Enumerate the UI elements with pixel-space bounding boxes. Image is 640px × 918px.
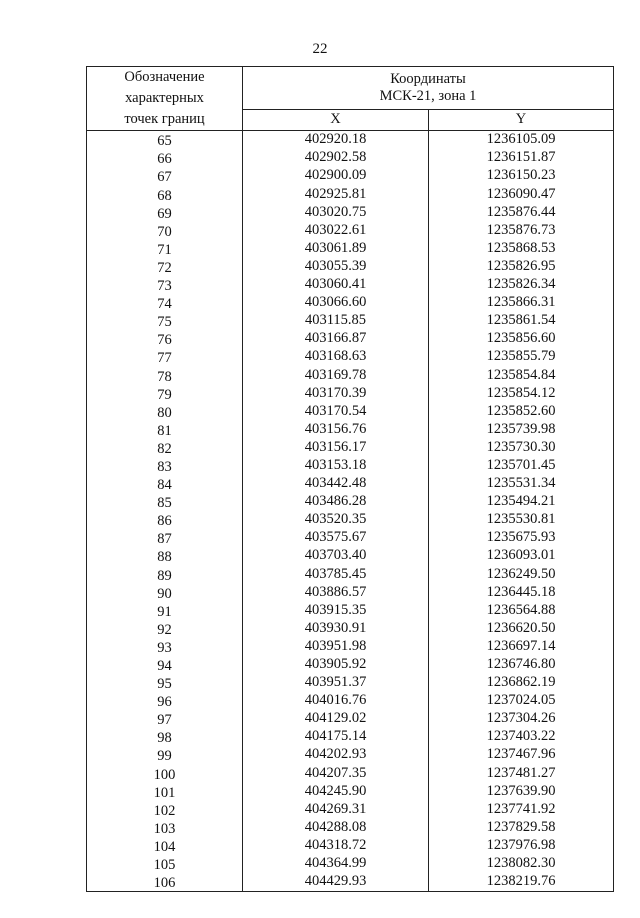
point-number-cell: 104 <box>87 837 243 855</box>
x-coordinate-cell: 403486.28 <box>243 493 429 511</box>
table-row <box>87 837 614 855</box>
point-number-cell: 98 <box>87 728 243 746</box>
point-number-cell: 66 <box>87 149 243 167</box>
x-coordinate-cell: 403905.92 <box>243 656 429 674</box>
table-row <box>87 276 614 294</box>
table-row <box>87 728 614 746</box>
x-coordinate-cell: 404207.35 <box>243 764 429 782</box>
point-number-cell: 80 <box>87 402 243 420</box>
x-coordinate-cell: 404269.31 <box>243 800 429 818</box>
x-coordinate-cell: 403575.67 <box>243 529 429 547</box>
x-coordinate-cell: 403066.60 <box>243 294 429 312</box>
table-row <box>87 764 614 782</box>
y-coordinate-cell: 1237976.98 <box>429 837 614 855</box>
table-row <box>87 149 614 167</box>
point-number-cell: 83 <box>87 457 243 475</box>
point-number-cell: 94 <box>87 656 243 674</box>
x-coordinate-cell: 403168.63 <box>243 348 429 366</box>
point-number-cell: 65 <box>87 131 243 150</box>
y-coordinate-cell: 1238219.76 <box>429 873 614 892</box>
header-coordinates-line: Координаты <box>390 70 466 87</box>
point-number-cell: 102 <box>87 800 243 818</box>
y-coordinate-cell: 1235852.60 <box>429 402 614 420</box>
coordinates-table <box>86 66 614 892</box>
table-row <box>87 493 614 511</box>
y-coordinate-cell: 1237304.26 <box>429 710 614 728</box>
point-number-cell: 84 <box>87 475 243 493</box>
x-coordinate-cell: 404245.90 <box>243 782 429 800</box>
x-coordinate-cell: 403442.48 <box>243 475 429 493</box>
table-row <box>87 348 614 366</box>
x-coordinate-cell: 403915.35 <box>243 601 429 619</box>
x-coordinate-cell: 404016.76 <box>243 692 429 710</box>
point-number-cell: 70 <box>87 221 243 239</box>
y-coordinate-cell: 1235876.73 <box>429 221 614 239</box>
x-coordinate-cell: 403886.57 <box>243 583 429 601</box>
y-coordinate-cell: 1236620.50 <box>429 620 614 638</box>
y-coordinate-cell: 1235856.60 <box>429 330 614 348</box>
x-coordinate-cell: 404175.14 <box>243 728 429 746</box>
point-number-cell: 103 <box>87 819 243 837</box>
y-coordinate-cell: 1237829.58 <box>429 819 614 837</box>
point-number-cell: 89 <box>87 565 243 583</box>
point-number-cell: 79 <box>87 384 243 402</box>
y-coordinate-cell: 1236862.19 <box>429 674 614 692</box>
y-coordinate-cell: 1235876.44 <box>429 203 614 221</box>
table-row <box>87 800 614 818</box>
x-coordinate-cell: 403951.98 <box>243 638 429 656</box>
table-row <box>87 529 614 547</box>
table-row <box>87 439 614 457</box>
x-coordinate-cell: 404129.02 <box>243 710 429 728</box>
header-coordinates-line: МСК-21, зона 1 <box>379 87 477 104</box>
point-number-cell: 92 <box>87 620 243 638</box>
x-coordinate-cell: 403115.85 <box>243 312 429 330</box>
header-x: X <box>243 109 429 130</box>
y-coordinate-cell: 1235854.84 <box>429 366 614 384</box>
x-coordinate-cell: 404364.99 <box>243 855 429 873</box>
y-coordinate-cell: 1235494.21 <box>429 493 614 511</box>
table-row <box>87 185 614 203</box>
y-coordinate-cell: 1236105.09 <box>429 131 614 150</box>
y-coordinate-cell: 1237403.22 <box>429 728 614 746</box>
x-coordinate-cell: 402902.58 <box>243 149 429 167</box>
point-number-cell: 90 <box>87 583 243 601</box>
point-number-cell: 99 <box>87 746 243 764</box>
point-number-cell: 86 <box>87 511 243 529</box>
table-row <box>87 330 614 348</box>
x-coordinate-cell: 404429.93 <box>243 873 429 892</box>
table-row <box>87 421 614 439</box>
x-coordinate-cell: 403951.37 <box>243 674 429 692</box>
point-number-cell: 73 <box>87 276 243 294</box>
table-row <box>87 240 614 258</box>
point-number-cell: 77 <box>87 348 243 366</box>
table-row <box>87 258 614 276</box>
table-row <box>87 819 614 837</box>
y-coordinate-cell: 1236151.87 <box>429 149 614 167</box>
x-coordinate-cell: 403061.89 <box>243 240 429 258</box>
page-number: 22 <box>312 41 328 57</box>
header-coordinates <box>243 67 614 110</box>
x-coordinate-cell: 403170.39 <box>243 384 429 402</box>
y-coordinate-cell: 1235826.95 <box>429 258 614 276</box>
point-number-cell: 93 <box>87 638 243 656</box>
point-number-cell: 82 <box>87 439 243 457</box>
y-coordinate-cell: 1236445.18 <box>429 583 614 601</box>
point-number-cell: 100 <box>87 764 243 782</box>
table-row <box>87 294 614 312</box>
y-coordinate-cell: 1236697.14 <box>429 638 614 656</box>
table-row <box>87 601 614 619</box>
point-number-cell: 81 <box>87 421 243 439</box>
table-row <box>87 366 614 384</box>
y-coordinate-cell: 1237639.90 <box>429 782 614 800</box>
header-designation-line: точек границ <box>124 111 205 127</box>
y-coordinate-cell: 1237467.96 <box>429 746 614 764</box>
point-number-cell: 105 <box>87 855 243 873</box>
table-row <box>87 855 614 873</box>
x-coordinate-cell: 403170.54 <box>243 402 429 420</box>
table-row <box>87 710 614 728</box>
x-coordinate-cell: 403156.17 <box>243 439 429 457</box>
x-coordinate-cell: 402920.18 <box>243 131 429 150</box>
table-row <box>87 565 614 583</box>
y-coordinate-cell: 1236093.01 <box>429 547 614 565</box>
table-row <box>87 402 614 420</box>
point-number-cell: 68 <box>87 185 243 203</box>
y-coordinate-cell: 1235866.31 <box>429 294 614 312</box>
point-number-cell: 101 <box>87 782 243 800</box>
header-designation-line: Обозначение <box>124 69 205 85</box>
x-coordinate-cell: 403022.61 <box>243 221 429 239</box>
y-coordinate-cell: 1236090.47 <box>429 185 614 203</box>
x-coordinate-cell: 404318.72 <box>243 837 429 855</box>
point-number-cell: 75 <box>87 312 243 330</box>
table-row <box>87 131 614 150</box>
x-coordinate-cell: 403020.75 <box>243 203 429 221</box>
point-number-cell: 91 <box>87 601 243 619</box>
x-coordinate-cell: 403055.39 <box>243 258 429 276</box>
point-number-cell: 106 <box>87 873 243 892</box>
table-row <box>87 547 614 565</box>
x-coordinate-cell: 402925.81 <box>243 185 429 203</box>
point-number-cell: 72 <box>87 258 243 276</box>
x-coordinate-cell: 403156.76 <box>243 421 429 439</box>
table-row <box>87 873 614 892</box>
point-number-cell: 95 <box>87 674 243 692</box>
point-number-cell: 87 <box>87 529 243 547</box>
point-number-cell: 76 <box>87 330 243 348</box>
point-number-cell: 96 <box>87 692 243 710</box>
y-coordinate-cell: 1235826.34 <box>429 276 614 294</box>
table-row <box>87 203 614 221</box>
y-coordinate-cell: 1236746.80 <box>429 656 614 674</box>
y-coordinate-cell: 1235531.34 <box>429 475 614 493</box>
y-coordinate-cell: 1237024.05 <box>429 692 614 710</box>
x-coordinate-cell: 402900.09 <box>243 167 429 185</box>
x-coordinate-cell: 403520.35 <box>243 511 429 529</box>
y-coordinate-cell: 1236150.23 <box>429 167 614 185</box>
header-designation-line: характерных <box>125 90 204 106</box>
point-number-cell: 67 <box>87 167 243 185</box>
y-coordinate-cell: 1237481.27 <box>429 764 614 782</box>
x-coordinate-cell: 404288.08 <box>243 819 429 837</box>
x-coordinate-cell: 403060.41 <box>243 276 429 294</box>
x-coordinate-cell: 403785.45 <box>243 565 429 583</box>
table-row <box>87 475 614 493</box>
point-number-cell: 88 <box>87 547 243 565</box>
point-number-cell: 78 <box>87 366 243 384</box>
y-coordinate-cell: 1237741.92 <box>429 800 614 818</box>
table-row <box>87 746 614 764</box>
table-row <box>87 620 614 638</box>
y-coordinate-cell: 1238082.30 <box>429 855 614 873</box>
table-row <box>87 674 614 692</box>
y-coordinate-cell: 1235701.45 <box>429 457 614 475</box>
table-row <box>87 511 614 529</box>
table-row <box>87 692 614 710</box>
y-coordinate-cell: 1235868.53 <box>429 240 614 258</box>
y-coordinate-cell: 1235854.12 <box>429 384 614 402</box>
y-coordinate-cell: 1235855.79 <box>429 348 614 366</box>
table-row <box>87 638 614 656</box>
x-coordinate-cell: 403166.87 <box>243 330 429 348</box>
table-row <box>87 221 614 239</box>
x-coordinate-cell: 403930.91 <box>243 620 429 638</box>
point-number-cell: 74 <box>87 294 243 312</box>
point-number-cell: 85 <box>87 493 243 511</box>
table-row <box>87 384 614 402</box>
header-y: Y <box>429 109 614 130</box>
y-coordinate-cell: 1235739.98 <box>429 421 614 439</box>
y-coordinate-cell: 1236249.50 <box>429 565 614 583</box>
y-coordinate-cell: 1235861.54 <box>429 312 614 330</box>
table-row <box>87 583 614 601</box>
table-row <box>87 656 614 674</box>
x-coordinate-cell: 403703.40 <box>243 547 429 565</box>
point-number-cell: 97 <box>87 710 243 728</box>
y-coordinate-cell: 1235730.30 <box>429 439 614 457</box>
y-coordinate-cell: 1235530.81 <box>429 511 614 529</box>
table-row <box>87 457 614 475</box>
x-coordinate-cell: 404202.93 <box>243 746 429 764</box>
table-row <box>87 782 614 800</box>
y-coordinate-cell: 1235675.93 <box>429 529 614 547</box>
table-row <box>87 167 614 185</box>
point-number-cell: 69 <box>87 203 243 221</box>
table-row <box>87 312 614 330</box>
header-point-designation <box>87 67 243 131</box>
x-coordinate-cell: 403153.18 <box>243 457 429 475</box>
x-coordinate-cell: 403169.78 <box>243 366 429 384</box>
point-number-cell: 71 <box>87 240 243 258</box>
y-coordinate-cell: 1236564.88 <box>429 601 614 619</box>
